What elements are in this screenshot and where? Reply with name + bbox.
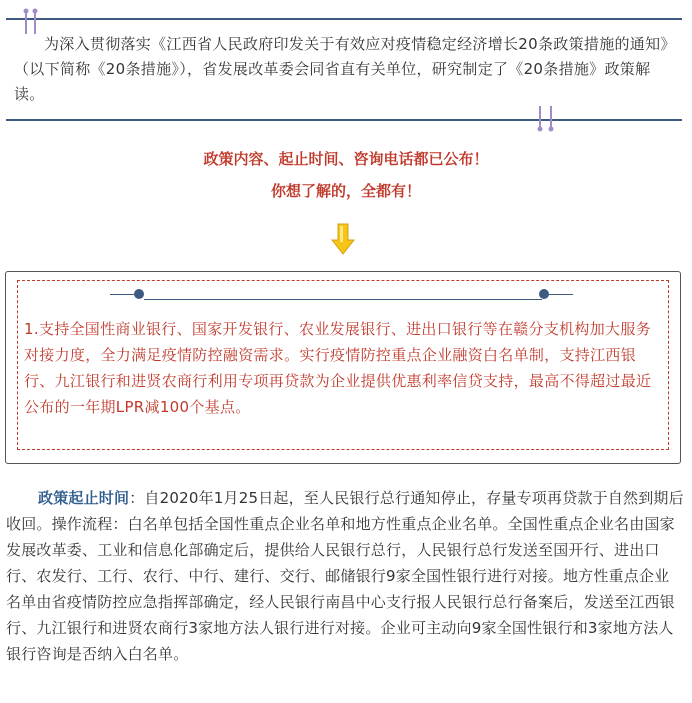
box-ornament-dot-left [134,289,144,299]
headline-primary: 政策内容、起止时间、咨询电话都已公布！ [203,150,489,168]
headline-secondary: 你想了解的，全都有！ [270,182,421,200]
intro-paragraph: 为深入贯彻落实《江西省人民政府印发关于有效应对疫情稳定经济增长20条政策措施的通知》（以下简称《20条措施》），省发展改革委会同省直有关单位，研究制定了《20条措施》政策解读。 [14,35,669,103]
policy-item-text: 1.支持全国性商业银行、国家开发银行、农业发展银行、进出口银行等在赣分支机构加大服务对接力度，全力满足疫情防控融资需求。实行疫情防控重点企业融资白名单制，支持江西银行、九江银行和进贤农商行利用专项再贷款为企业提供优惠利率信贷支持，最高不得超过最近公布的一年期LPR减100个基点。 [24,320,652,416]
policy-period-label: 政策起止时间 [38,489,130,507]
box-ornament-dot-right [539,289,549,299]
pin-decoration-icon [534,104,558,132]
policy-detail-paragraph [6,485,684,667]
top-divider [6,18,682,20]
intro-divider [6,119,682,121]
policy-detail-text: ：自2020年1月25日起，至人民银行总行通知停止，存量专项再贷款于自然到期后收回。操作流程：白名单包括全国性重点企业名单和地方性重点企业名单。全国性重点企业名由国家发展改革委、工业和信息化部确定后，提供给人民银行总行，人民银行总行发送至国开行、进出口行、农发行、工行、农行、中行、建行、交行、邮储银行9家全国性银行进行对接。地方性重点企业名单由省疫情防控应急指挥部确定，经人民银行南昌中心支行报人民银行总行备案后，发送至江西银行、九江银行和进贤农商行3家地方法人银行进行对接。企业可主动向9家全国性银行和3家地方法人银行咨询是否纳入白名单。 [6,489,684,663]
box-ornament-line-left [110,294,134,295]
down-arrow-icon [330,222,356,256]
box-ornament-line-middle [144,299,542,300]
box-ornament-line-right [549,294,573,295]
